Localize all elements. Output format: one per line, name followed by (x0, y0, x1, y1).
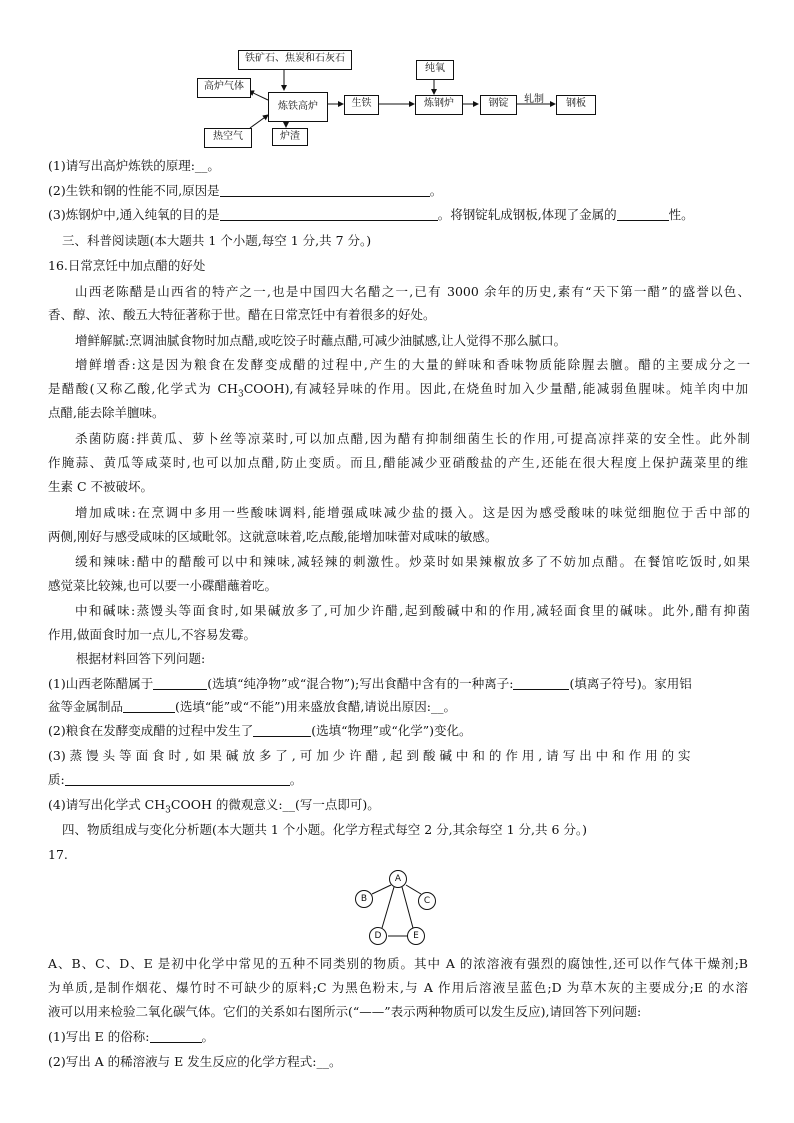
q16-para-line: 缓和辣味:醋中的醋酸可以中和辣味,减轻辣的刺激性。炒菜时如果辣椒放多了不妨加点醋。在餐馆吃饭时,如果 (75, 554, 750, 569)
q17-para-line: A、B、C、D、E 是初中化学中常见的五种不同类别的物质。其中 A 的浓溶液有强烈的腐蚀性,还可以作气体干燥剂;B (48, 956, 748, 971)
section-3-heading: 三、科普阅读题(本大题共 1 个小题,每空 1 分,共 7 分。) (62, 233, 372, 248)
flow-arrows (0, 0, 794, 160)
flow-pig-iron: 生铁 (344, 95, 379, 115)
q16-para-line: 两侧,刚好与感受咸味的区域毗邻。这就意味着,吃点酸,能增加味蕾对咸味的敏感。 (48, 529, 498, 544)
q15-3: (3)炼钢炉中,通入纯氧的目的是 。将钢锭轧成钢板,体现了金属的 性。 (48, 207, 694, 222)
answer-blank[interactable] (220, 207, 438, 221)
q16-4: (4)请写出化学式 $CH_3COOH$ 的微观意义:__(写一点即可)。 (48, 797, 380, 816)
flow-raw-materials: 铁矿石、焦炭和石灰石 (238, 50, 352, 70)
flow-hot-air: 热空气 (204, 128, 252, 148)
q16-1-cont: 盆等金属制品 (选填“能”或“不能”)用来盛放食醋,请说出原因:__。 (48, 699, 457, 714)
node-b: B (355, 890, 373, 908)
answer-blank[interactable] (513, 676, 569, 690)
q16-para-line: 点醋,能去除羊膻味。 (48, 405, 165, 420)
flow-steel-furnace: 炼钢炉 (415, 95, 463, 115)
q17-para-line: 为单质,是制作烟花、爆竹时不可缺少的原料;C 为黑色粉末,与 A 作用后溶液呈蓝色;D 为草木灰的主要成分;E 的水溶 (48, 980, 748, 995)
q16-para-line: 中和碱味:蒸馒头等面食时,如果碱放多了,可加少许醋,起到酸碱中和的作用,减轻面食里的碱味。此外,醋有抑菌 (75, 603, 750, 618)
q16-1: (1)山西老陈醋属于 (选填“纯净物”或“混合物”);写出食醋中含有的一种离子: (填离子符号)。家用铝 (48, 676, 692, 691)
q17-para-line: 液可以用来检验二氧化碳气体。它们的关系如右图所示(“——”表示两种物质可以发生反应),请回答下列问题: (48, 1004, 642, 1019)
flow-oxygen: 纯氧 (416, 60, 454, 80)
q17-2: (2)写出 A 的稀溶液与 E 发生反应的化学方程式:__。 (48, 1054, 342, 1069)
flow-steel-plate: 钢板 (556, 95, 596, 115)
flow-slag: 炉渣 (272, 128, 308, 146)
answer-blank[interactable] (153, 676, 207, 690)
q16-title: 16.日常烹饪中加点醋的好处 (48, 258, 206, 273)
node-c: C (418, 892, 436, 910)
q16-3: (3) 蒸 馒 头 等 面 食 时 , 如 果 碱 放 多 了 , 可 加 少 许 醋 , 起 到 酸 碱 中 和 的 作 用 , 请 写 出 中 和 作 用 的 实 (48, 748, 691, 763)
q16-para-line: 是醋酸(又称乙酸,化学式为 $CH_3COOH$),有减轻异味的作用。因此,在烧鱼时加入少量醋,能减弱鱼腥味。炖羊肉中加 (48, 381, 748, 400)
answer-blank[interactable] (253, 723, 311, 737)
q16-para-line: 增加咸味:在烹调中多用一些酸味调料,能增强咸味减少盐的摄入。这是因为感受酸味的味觉细胞位于舌中部的 (75, 505, 750, 520)
q16-para-line: 香、醇、浓、酸五大特征著称于世。醋在日常烹饪中有着很多的好处。 (48, 307, 436, 322)
q16-3-cont: 质: 。 (48, 772, 303, 787)
answer-blank[interactable] (617, 207, 669, 221)
flow-rolling-label: 轧制 (524, 94, 544, 105)
q16-2: (2)粮食在发酵变成醋的过程中发生了 (选填“物理”或“化学”)变化。 (48, 723, 472, 738)
q16-para-line: 感觉菜比较辣,也可以要一小碟醋蘸着吃。 (48, 578, 277, 593)
q15-2: (2)生铁和钢的性能不同,原因是 。 (48, 183, 443, 198)
q16-para-line: 生素 C 不被破坏。 (48, 479, 154, 494)
q17-number: 17. (48, 847, 68, 862)
q16-para-line: 山西老陈醋是山西省的特产之一,也是中国四大名醋之一,已有 3000 余年的历史,素有“天下第一醋”的盛誉以色、 (75, 284, 750, 299)
q15-1: (1)请写出高炉炼铁的原理:__。 (48, 158, 220, 173)
flow-blast-furnace: 炼铁高炉 (268, 92, 328, 122)
answer-blank[interactable] (150, 1029, 202, 1043)
flow-ingot: 钢锭 (480, 95, 517, 115)
answer-blank[interactable] (123, 699, 175, 713)
section-4-heading: 四、物质组成与变化分析题(本大题共 1 个小题。化学方程式每空 2 分,其余每空 1 分,共 6 分。) (62, 822, 588, 837)
q17-1: (1)写出 E 的俗称: 。 (48, 1029, 215, 1044)
node-e: E (407, 927, 425, 945)
q16-para-line: 作用,做面食时加一点儿,不容易发霉。 (48, 627, 256, 642)
node-d: D (369, 927, 387, 945)
q16-instruction: 根据材料回答下列问题: (76, 651, 206, 666)
flow-blast-gas: 高炉气体 (197, 78, 251, 98)
q16-para-line: 作腌蒜、黄瓜等咸菜时,也可以加点醋,防止变质。而且,醋能减少亚硝酸盐的产生,还能在很大程度上保护蔬菜里的维 (48, 455, 748, 470)
q16-para-line: 杀菌防腐:拌黄瓜、萝卜丝等凉菜时,可以加点醋,因为醋有抑制细菌生长的作用,可提高凉拌菜的安全性。此外制 (75, 431, 750, 446)
q16-para-line: 增鲜解腻:烹调油腻食物时加点醋,或吃饺子时蘸点醋,可减少油腻感,让人觉得不那么腻口。 (75, 333, 567, 348)
node-a: A (389, 870, 407, 888)
q16-para-line: 增鲜增香:这是因为粮食在发酵变成醋的过程中,产生的大量的鲜味和香味物质能除腥去膻。醋的主要成分之一 (75, 357, 750, 372)
answer-blank[interactable] (220, 183, 430, 197)
answer-blank[interactable] (65, 772, 290, 786)
